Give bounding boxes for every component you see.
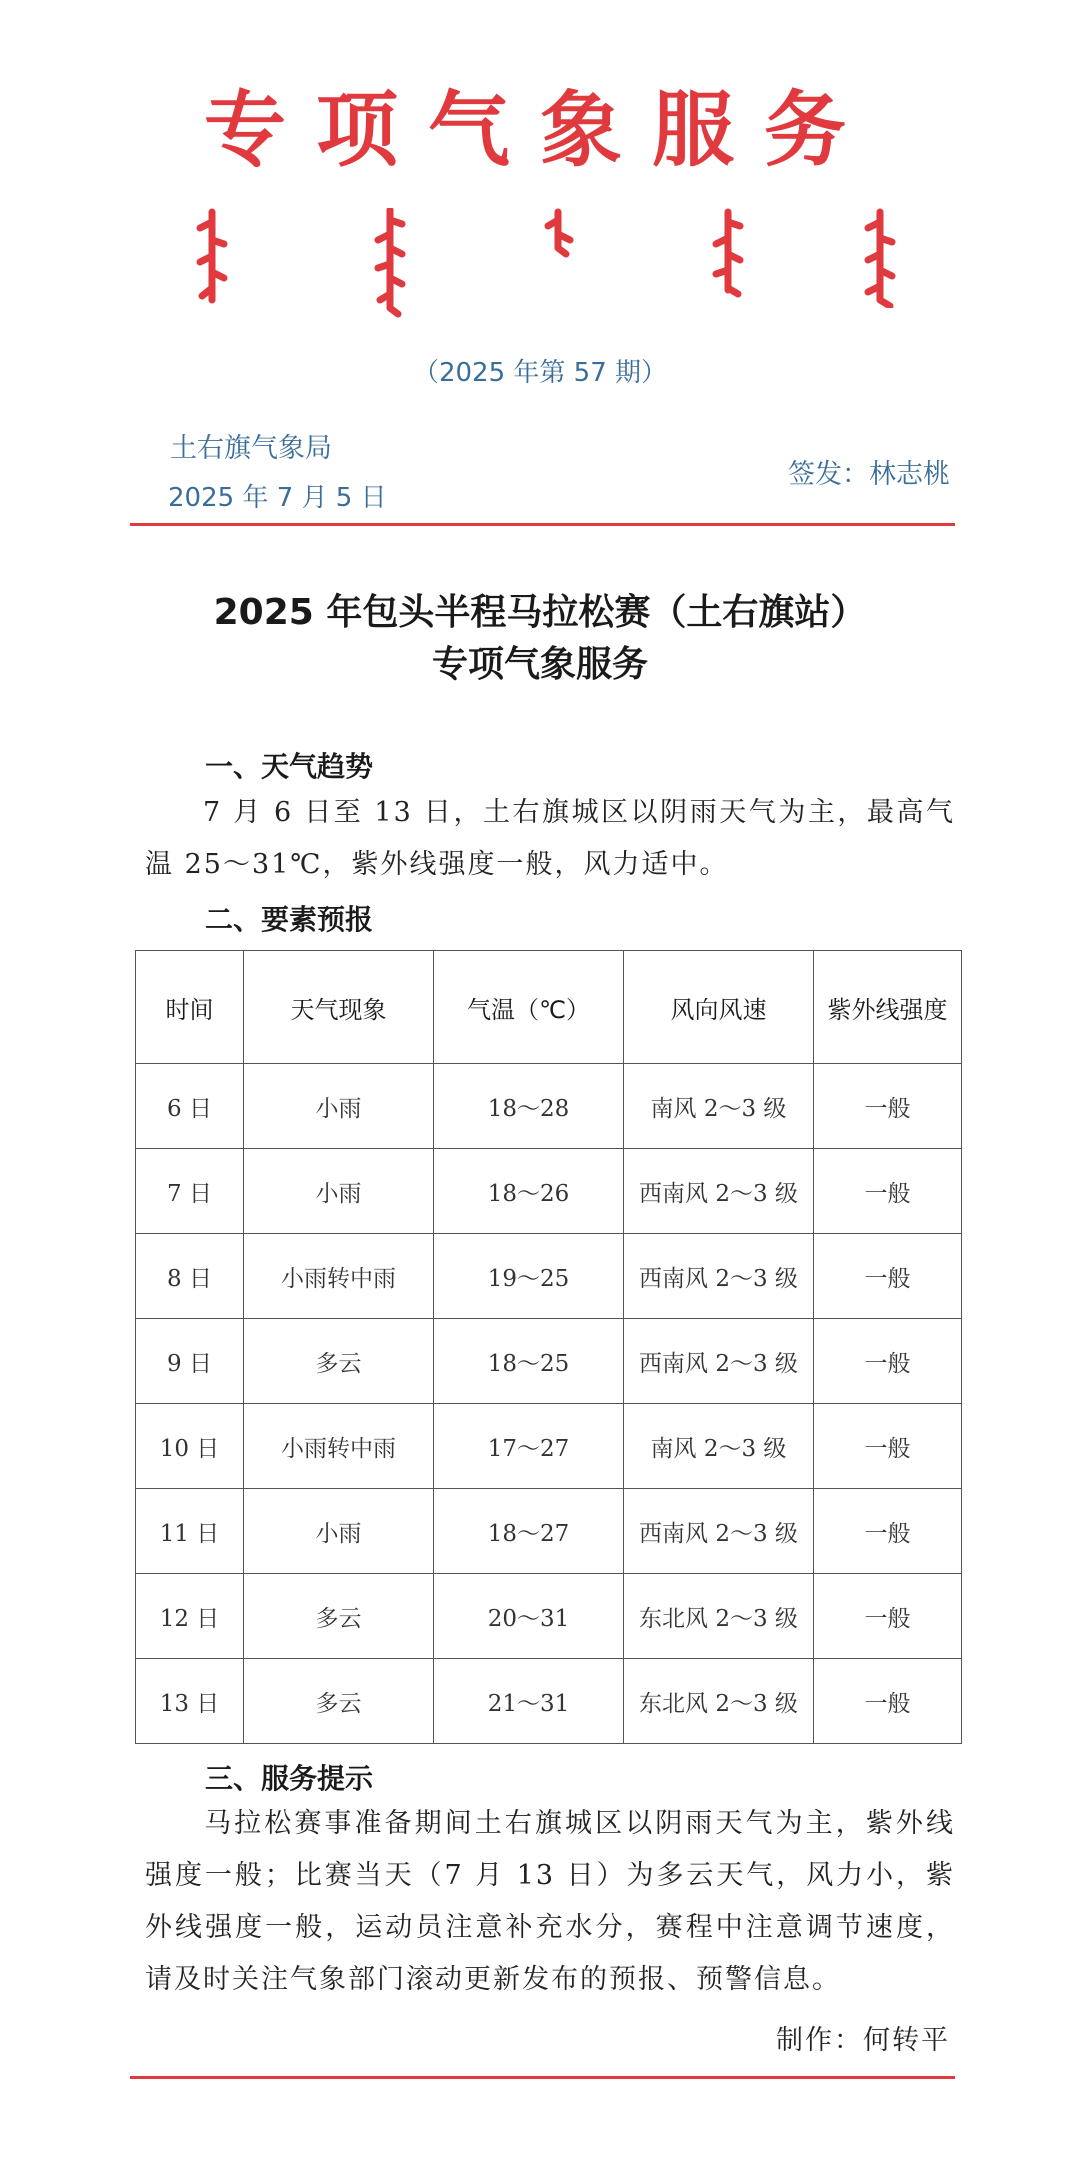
- cell-wind: 东北风 2～3 级: [624, 1659, 814, 1744]
- issuer-signature: 签发：林志桃: [788, 459, 950, 490]
- mongolian-word-1: [192, 208, 232, 308]
- section1-text: 7 月 6 日至 13 日，土右旗城区以阴雨天气为主，最高气温 25～31℃，紫外线强度一般，风力适中。: [145, 797, 955, 880]
- cell-wind: 西南风 2～3 级: [624, 1489, 814, 1574]
- section1-heading: 一、天气趋势: [205, 750, 374, 783]
- cell-weather: 小雨: [244, 1064, 434, 1149]
- cell-uv: 一般: [814, 1064, 962, 1149]
- issue-number: （2025 年第 57 期）: [412, 358, 668, 388]
- masthead-title: 专项气象服务: [203, 82, 876, 178]
- cell-time: 13 日: [136, 1659, 244, 1744]
- column-header-wind: 风向风速: [624, 951, 814, 1064]
- cell-temperature: 19～25: [434, 1234, 624, 1319]
- table-row: [136, 1234, 962, 1319]
- cell-weather: 小雨转中雨: [244, 1404, 434, 1489]
- document-maker: 制作：何转平: [776, 2025, 950, 2056]
- table-row: [136, 1659, 962, 1744]
- cell-weather: 多云: [244, 1574, 434, 1659]
- cell-temperature: 21～31: [434, 1659, 624, 1744]
- cell-time: 7 日: [136, 1149, 244, 1234]
- cell-weather: 小雨: [244, 1489, 434, 1574]
- cell-uv: 一般: [814, 1659, 962, 1744]
- cell-temperature: 18～25: [434, 1319, 624, 1404]
- column-header-temperature: 气温（℃）: [434, 951, 624, 1064]
- cell-time: 9 日: [136, 1319, 244, 1404]
- section3-paragraph: [145, 1798, 955, 2006]
- cell-temperature: 18～28: [434, 1064, 624, 1149]
- cell-weather: 多云: [244, 1659, 434, 1744]
- cell-wind: 西南风 2～3 级: [624, 1234, 814, 1319]
- cell-temperature: 18～27: [434, 1489, 624, 1574]
- section2-heading: 二、要素预报: [205, 903, 374, 936]
- mongolian-word-4: [708, 208, 748, 298]
- cell-wind: 南风 2～3 级: [624, 1404, 814, 1489]
- mongolian-word-3: [540, 208, 576, 258]
- cell-uv: 一般: [814, 1404, 962, 1489]
- issue-date: 2025 年 7 月 5 日: [168, 483, 387, 513]
- cell-weather: 小雨转中雨: [244, 1234, 434, 1319]
- header-divider: [130, 523, 955, 526]
- cell-temperature: 20～31: [434, 1574, 624, 1659]
- cell-uv: 一般: [814, 1489, 962, 1574]
- document-title-line1: 2025 年包头半程马拉松赛（土右旗站）: [213, 592, 867, 633]
- column-header-uv: 紫外线强度: [814, 951, 962, 1064]
- mongolian-script-row: [0, 208, 1080, 318]
- cell-uv: 一般: [814, 1149, 962, 1234]
- table-header-row: [136, 951, 962, 1064]
- cell-time: 6 日: [136, 1064, 244, 1149]
- cell-temperature: 18～26: [434, 1149, 624, 1234]
- issuing-bureau: 土右旗气象局: [170, 433, 332, 464]
- cell-weather: 多云: [244, 1319, 434, 1404]
- cell-wind: 西南风 2～3 级: [624, 1319, 814, 1404]
- table-row: [136, 1574, 962, 1659]
- table-row: [136, 1489, 962, 1574]
- cell-time: 12 日: [136, 1574, 244, 1659]
- cell-time: 11 日: [136, 1489, 244, 1574]
- cell-uv: 一般: [814, 1574, 962, 1659]
- cell-temperature: 17～27: [434, 1404, 624, 1489]
- column-header-weather: 天气现象: [244, 951, 434, 1064]
- mongolian-word-2: [368, 208, 412, 318]
- table-row: [136, 1149, 962, 1234]
- cell-weather: 小雨: [244, 1149, 434, 1234]
- section3-text: 马拉松赛事准备期间土右旗城区以阴雨天气为主，紫外线强度一般；比赛当天（7 月 13 日）为多云天气，风力小，紫外线强度一般，运动员注意补充水分，赛程中注意调节速度，请及时关注气象部门滚动更新发布的预报、预警信息。: [145, 1808, 955, 1995]
- cell-wind: 南风 2～3 级: [624, 1064, 814, 1149]
- cell-wind: 东北风 2～3 级: [624, 1574, 814, 1659]
- cell-wind: 西南风 2～3 级: [624, 1149, 814, 1234]
- table-row: [136, 1404, 962, 1489]
- forecast-table: [135, 950, 962, 1744]
- table-row: [136, 1064, 962, 1149]
- section3-heading: 三、服务提示: [205, 1762, 374, 1795]
- table-row: [136, 1319, 962, 1404]
- document-title-line2: 专项气象服务: [431, 644, 648, 685]
- section1-paragraph: [145, 787, 955, 891]
- cell-time: 10 日: [136, 1404, 244, 1489]
- cell-uv: 一般: [814, 1234, 962, 1319]
- column-header-time: 时间: [136, 951, 244, 1064]
- mongolian-word-5: [860, 208, 900, 308]
- cell-uv: 一般: [814, 1319, 962, 1404]
- cell-time: 8 日: [136, 1234, 244, 1319]
- footer-divider: [130, 2076, 955, 2079]
